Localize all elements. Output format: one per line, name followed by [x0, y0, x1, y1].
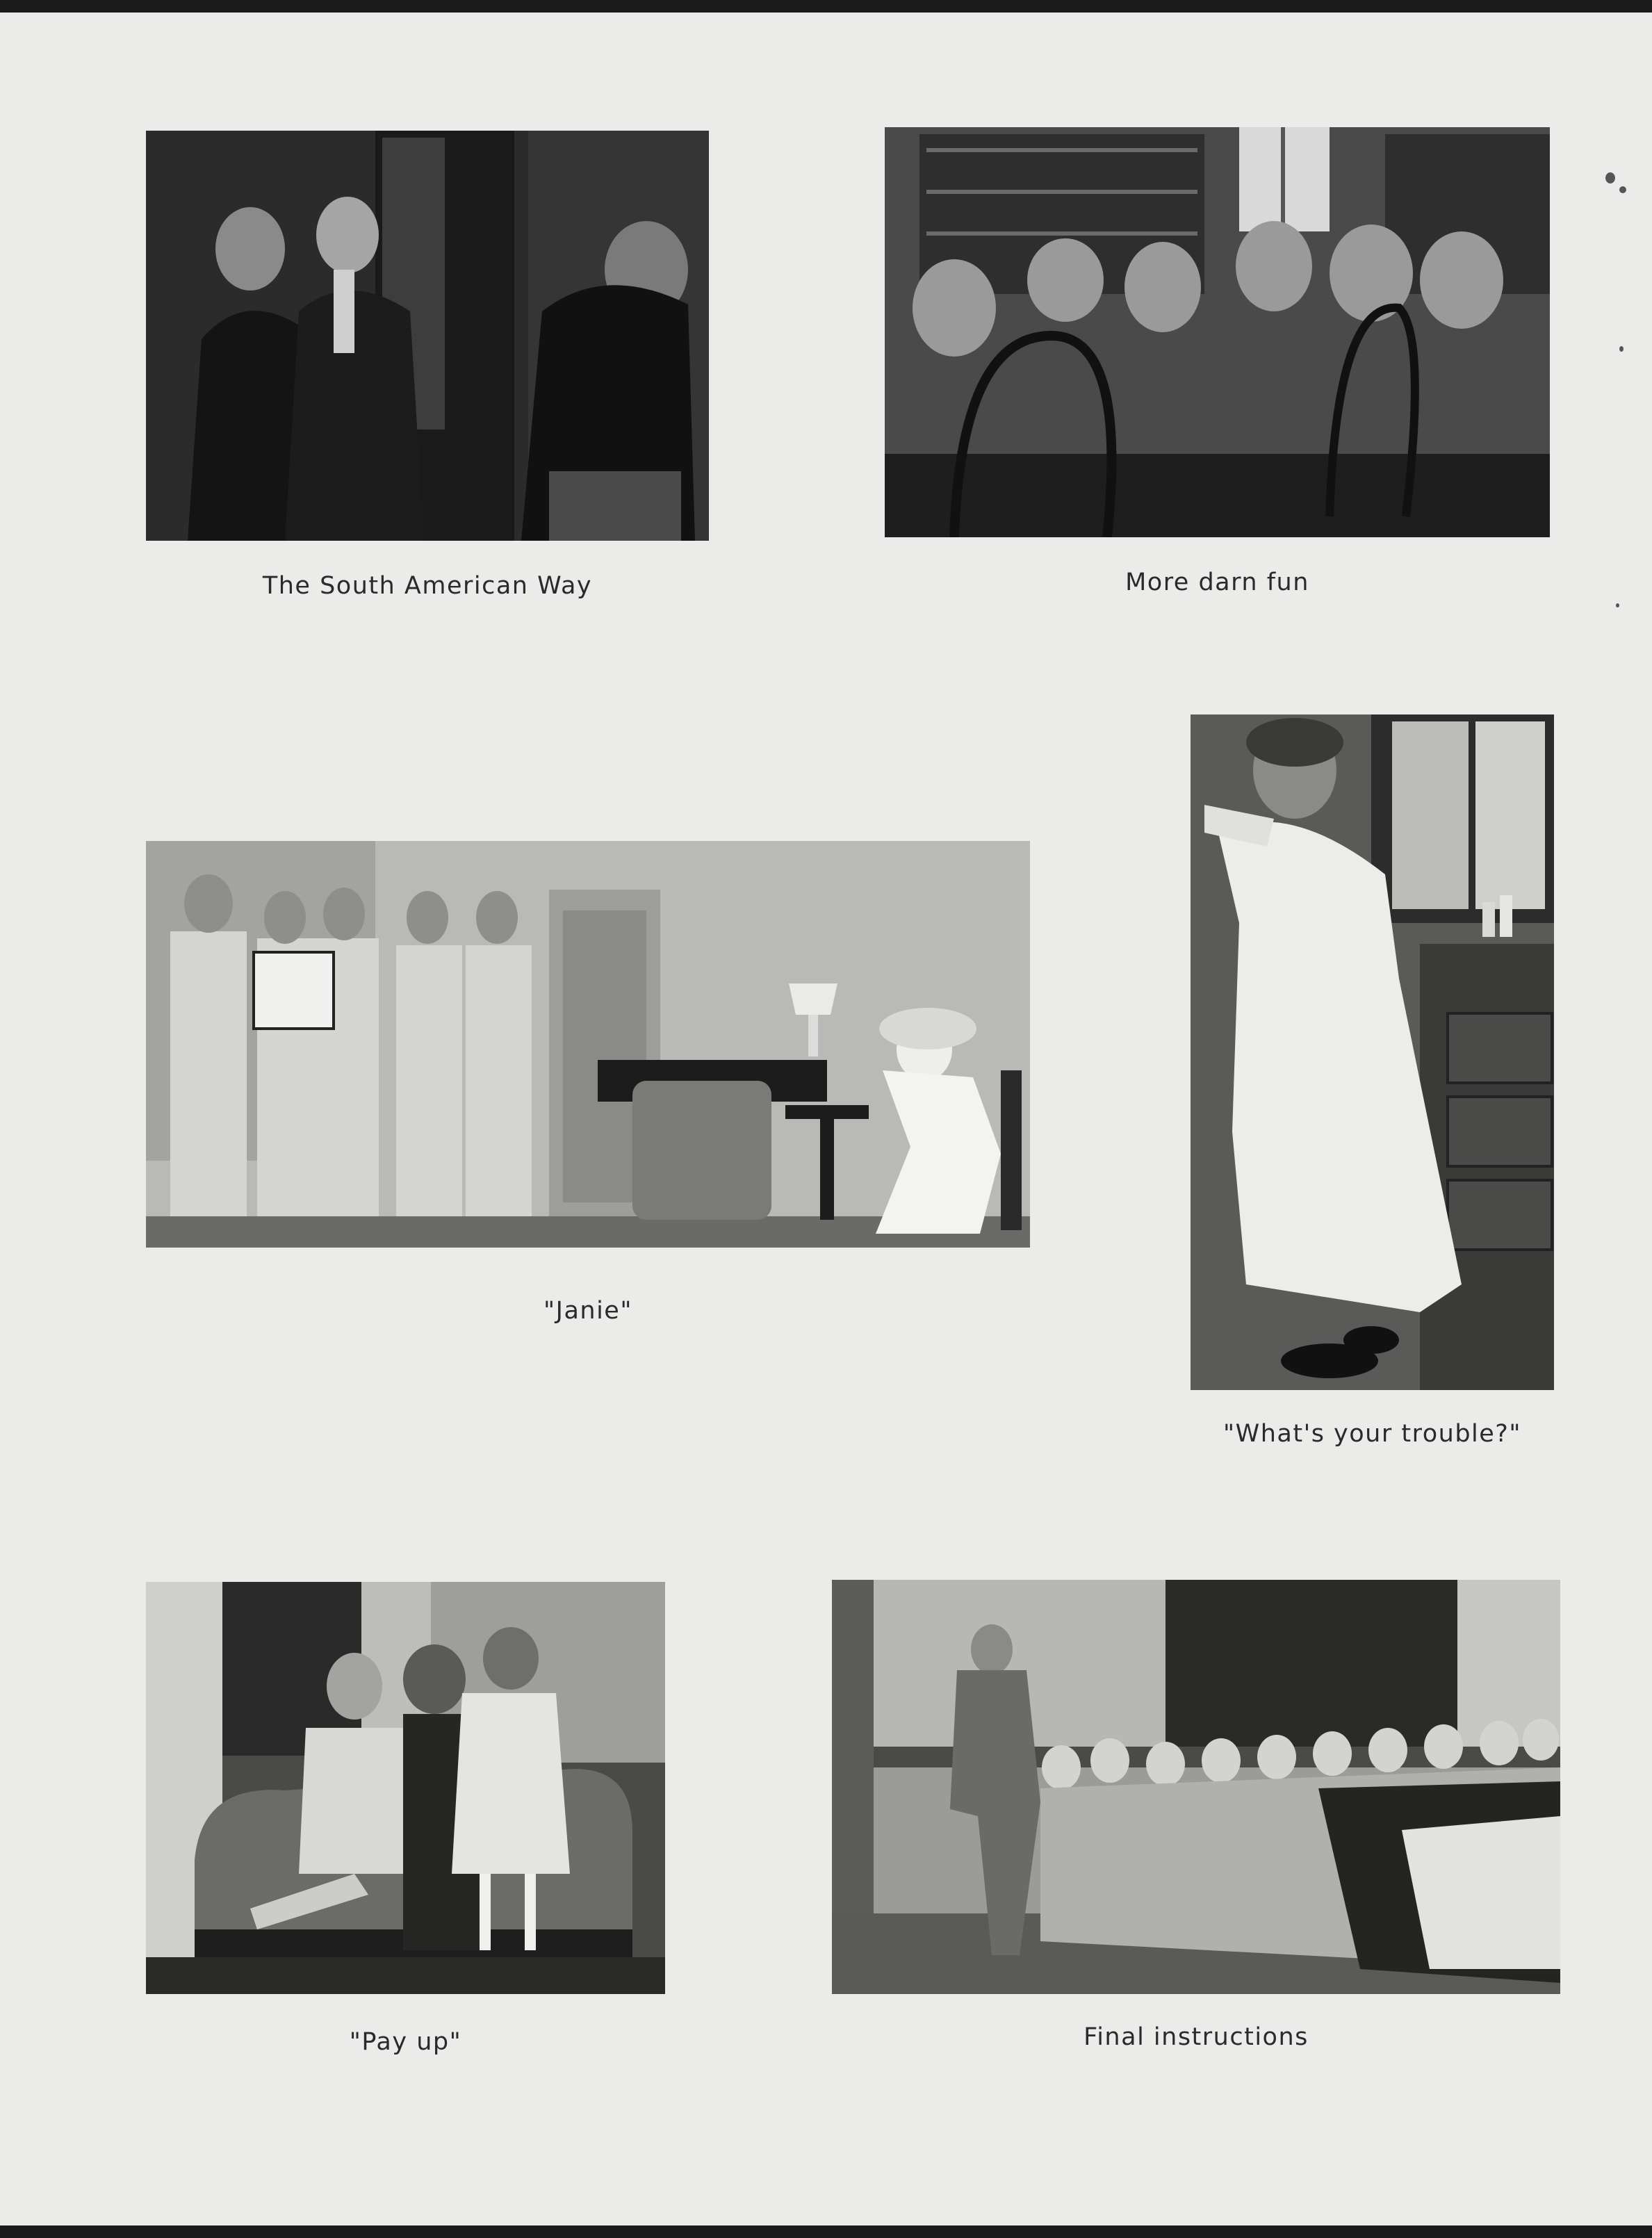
- caption-more-darn-fun: More darn fun: [1125, 569, 1309, 596]
- photo-south-american-way: [146, 131, 709, 541]
- margin-speck: [1616, 603, 1619, 607]
- margin-speck: [1619, 186, 1626, 193]
- caption-pay-up: "Pay up": [349, 2028, 462, 2056]
- photo-more-darn-fun: [885, 127, 1550, 537]
- caption-final-instructions: Final instructions: [1083, 2023, 1309, 2051]
- margin-speck: [1605, 172, 1615, 183]
- photo-pay-up: [146, 1582, 665, 1994]
- caption-whats-your-trouble: "What's your trouble?": [1223, 1420, 1521, 1448]
- caption-janie: "Janie": [543, 1297, 632, 1325]
- caption-south-american-way: The South American Way: [262, 572, 593, 600]
- yearbook-page: [0, 13, 1652, 2225]
- photo-whats-your-trouble: [1191, 714, 1554, 1390]
- margin-speck: [1619, 346, 1624, 352]
- photo-final-instructions: [832, 1580, 1560, 1994]
- photo-janie: [146, 841, 1030, 1248]
